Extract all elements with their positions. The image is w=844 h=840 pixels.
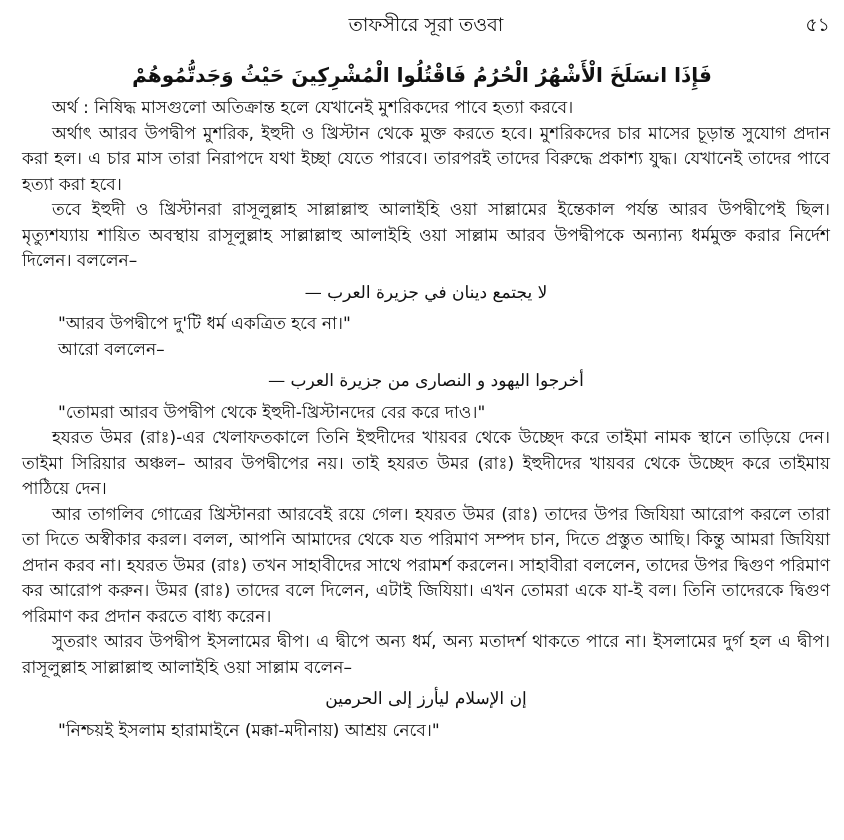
continuation-line: আরো বললেন–: [58, 339, 165, 360]
hadith-arabic-3: إن الإسلام ليأرز إلى الحرمين: [325, 689, 527, 709]
page-number: ৫১: [805, 14, 830, 36]
conclusion-paragraph: সুতরাং আরব উপদ্বীপ ইসলামের দ্বীপ। এ দ্বীপে অন্য ধর্ম, অন্য মতাদর্শ থাকতে পারে না। ইসলামের দুর্গ হল এ দ্বীপ। রাসূলুল্লাহ সাল্লাল্লাহু আলাইহি ওয়া সাল্লাম বলেন–: [22, 632, 830, 678]
translation-paragraph: অর্থ : নিষিদ্ধ মাসগুলো অতিক্রান্ত হলে যেখানেই মুশরিকদের পাবে হত্যা করবে।: [52, 98, 574, 118]
page-header: [22, 10, 830, 40]
hadith-translation-1: "আরব উপদ্বীপে দু'টি ধর্ম একত্রিত হবে না।": [58, 314, 351, 334]
quran-verse-heading: فَإِذَا انسَلَخَ الْأَشْهُرُ الْحُرُمُ فَاقْتُلُوا الْمُشْرِكِينَ حَيْثُ وَجَدتُّمُوهُمْ: [132, 63, 712, 87]
history-paragraph: তবে ইহুদী ও খ্রিস্টানরা রাসূলুল্লাহ সাল্লাল্লাহু আলাইহি ওয়া সাল্লামের ইন্তেকাল পর্যন্ত আরব উপদ্বীপেই ছিল। মৃত্যুশয্যায় শায়িত অবস্থায় রাসূলুল্লাহ সাল্লাল্লাহু আলাইহি ওয়া সাল্লাম আরব উপদ্বীপকে অন্যান্য ধর্মমুক্ত করার নির্দেশ দিলেন। বললেন–: [22, 200, 830, 271]
hadith-arabic-1: لا يجتمع دينان في جزيرة العرب —: [304, 282, 548, 303]
hadith-translation-2: "তোমরা আরব উপদ্বীপ থেকে ইহুদী-খ্রিস্টানদের বের করে দাও।": [58, 402, 486, 423]
taghlib-paragraph: আর তাগলিব গোত্রের খ্রিস্টানরা আরবেই রয়ে গেল। হযরত উমর (রাঃ) তাদের উপর জিযিয়া আরোপ করলে তারা তা দিতে অস্বীকার করল। বলল, আপনি আমাদের থেকে যত পরিমাণ সম্পদ চান, দিতে প্রস্তুত আছি। কিন্তু আমরা জিযিয়া প্রদান করব না। হযরত উমর (রাঃ) তখন সাহাবীদের সাথে পরামর্শ করলেন। সাহাবীরা বললেন, তাদের উপর দ্বিগুণ পরিমাণ কর আরোপ করুন। উমর (রাঃ) তাদের বলে দিলেন, এটাই জিযিয়া। এখন তোমরা একে যা-ই বল। তিনি তাদেরকে দ্বিগুণ পরিমাণ কর প্রদান করতে বাধ্য করেন।: [22, 504, 830, 627]
body-text: [22, 96, 830, 744]
umar-khaybar-paragraph: হযরত উমর (রাঃ)-এর খেলাফতকালে তিনি ইহুদীদের খায়বর থেকে উচ্ছেদ করে তাইমা নামক স্থানে তাড়িয়ে দেন। তাইমা সিরিয়ার অঞ্চল– আরব উপদ্বীপের নয়। তাই হযরত উমর (রাঃ) ইহুদীদের খায়বর থেকে উচ্ছেদ করে তাইমায় পাঠিয়ে দেন।: [22, 428, 830, 499]
running-title: তাফসীরে সূরা তওবা: [348, 14, 504, 36]
hadith-arabic-2: أخرجوا اليهود و النصارى من جزيرة العرب —: [268, 371, 584, 391]
explanation-paragraph: অর্থাৎ আরব উপদ্বীপ মুশরিক, ইহুদী ও খ্রিস্টান থেকে মুক্ত করতে হবে। মুশরিকদের চার মাসের চূড়ান্ত সুযোগ প্রদান করা হল। এ চার মাস তারা নিরাপদে যথা ইচ্ছা যেতে পারবে। তারপরই তাদের বিরুদ্ধে প্রকাশ্য যুদ্ধ। যেখানেই তাদের পাবে হত্যা করা হবে।: [22, 123, 830, 195]
hadith-translation-3: "নিশ্চয়ই ইসলাম হারামাইনে (মক্কা-মদীনায়) আশ্রয় নেবে।": [58, 720, 440, 741]
